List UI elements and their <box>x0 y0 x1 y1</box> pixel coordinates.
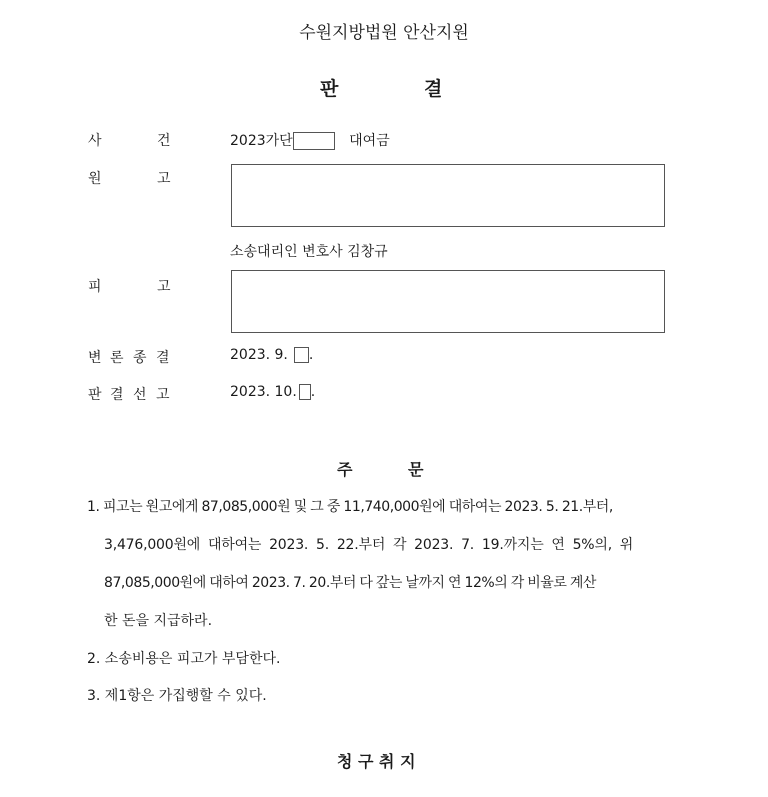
plaintiff-redacted-box <box>231 164 665 227</box>
redacted-case-number <box>293 132 335 150</box>
redacted-day <box>299 384 311 400</box>
order-item-1-line-1: 1. 피고는 원고에게 87,085,000원 및 그 중 11,740,000원에 대하여는 2023. 5. 21.부터, <box>87 499 613 515</box>
order-item-1-line-4: 한 돈을 지급하라. <box>104 613 213 629</box>
redacted-day <box>294 347 309 363</box>
order-title-left: 주 <box>337 460 353 479</box>
claim-title: 청 구 취 지 <box>337 752 416 771</box>
order-item-1-line-3: 87,085,000원에 대하여 2023. 7. 20.부터 다 갚는 날까지 연 12%의 각 비율로 계산 <box>104 575 596 591</box>
order-item-2: 2. 소송비용은 피고가 부담한다. <box>87 651 281 667</box>
doc-title-right: 결 <box>424 78 443 100</box>
case-number: 2023가단 대여금 <box>230 133 390 149</box>
plaintiff-agent: 소송대리인 변호사 김창규 <box>230 244 388 260</box>
court-name: 수원지방법원 안산지원 <box>299 23 469 43</box>
judgment-date: 2023. 10. . <box>230 384 316 400</box>
doc-title-left: 판 <box>320 78 339 100</box>
defendant-redacted-box <box>231 270 665 333</box>
order-title-right: 문 <box>408 460 424 479</box>
order-item-3: 3. 제1항은 가집행할 수 있다. <box>87 688 267 704</box>
order-item-1-line-2: 3,476,000원에 대하여는 2023. 5. 22.부터 각 2023. 7. 19.까지는 연 5%의, 위 <box>104 537 634 553</box>
closing-argument-date: 2023. 9. . <box>230 347 314 363</box>
